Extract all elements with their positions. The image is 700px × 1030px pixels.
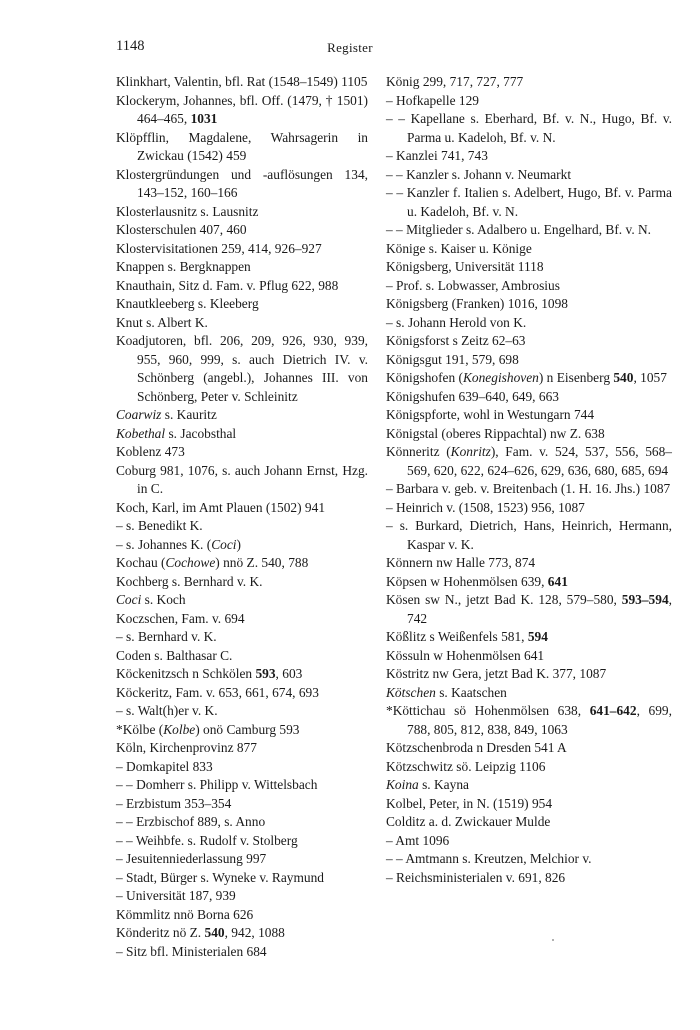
index-entry [116, 721, 368, 740]
entry-text: Klostergründungen und -auflösungen 134, 143–152, 160–166 [116, 166, 368, 200]
index-entry [116, 166, 368, 203]
index-entry [116, 684, 368, 703]
entry-text: Kochberg s. Bernhard v. K. [116, 573, 263, 589]
italic-variant-name: Coarwiz [116, 407, 162, 422]
entry-text: Königsberg, Universität 1118 [386, 259, 544, 274]
index-entry [386, 869, 672, 888]
entry-text: – Domkapitel 833 [116, 758, 213, 774]
entry-text: Coden s. Balthasar C. [116, 647, 233, 663]
index-entry [386, 702, 672, 739]
entry-text: – – Kanzler f. Italien s. Adelbert, Hugo, Bf. v. Parma u. Kadeloh, Bf. v. N. [386, 185, 672, 219]
entry-text: Köckenitzsch n Schkölen [116, 666, 256, 681]
index-entry [116, 573, 368, 592]
entry-text: , 1057 [633, 370, 667, 385]
bold-page-ref: 1031 [190, 111, 218, 126]
index-entry [116, 628, 368, 647]
entry-text: s. Koch [141, 592, 186, 607]
entry-text: Klostervisitationen 259, 414, 926–927 [116, 240, 322, 256]
italic-variant-name: Coci [211, 536, 237, 552]
italic-variant-name: Koina [386, 777, 419, 792]
index-entry [386, 147, 672, 166]
left-column [116, 73, 368, 961]
index-entry [116, 758, 368, 777]
entry-text: – Sitz bfl. Ministerialen 684 [116, 943, 267, 959]
entry-text: Colditz a. d. Zwickauer Mulde [386, 814, 551, 829]
index-entry [386, 332, 672, 351]
entry-text: Klöpfflin, Magdalene, Wahrsagerin in Zwickau (1542) 459 [116, 129, 368, 163]
italic-variant-name: Konegishoven [462, 370, 539, 385]
entry-text: Koadjutoren, bfl. 206, 209, 926, 930, 939, 955, 960, 999, s. auch Dietrich IV. v. Schönberg (angebl.), Johannes III. von Schönberg, Peter v. Schleinitz [116, 333, 368, 404]
bold-page-ref: 593–594 [621, 592, 669, 607]
entry-text: – – Mitglieder s. Adalbero u. Engelhard, Bf. v. N. [386, 222, 652, 237]
running-head: Register [327, 40, 373, 55]
index-entry [116, 425, 368, 444]
index-entry [386, 240, 672, 259]
index-entry [116, 591, 368, 610]
entry-text: – Amt 1096 [386, 832, 450, 848]
index-entry [116, 332, 368, 406]
index-entry [386, 369, 672, 388]
entry-text: ), Fam. v. 524, 537, 556, 568–569, 620, 622, 624–626, 629, 636, 680, 685, 694 [407, 444, 672, 478]
entry-text: – s. Bernhard v. K. [116, 629, 217, 644]
entry-text: *Köttichau sö Hohenmölsen 638, [386, 703, 590, 718]
index-entry [386, 628, 672, 647]
entry-text: Königsberg (Franken) 1016, 1098 [386, 296, 568, 311]
index-entry [386, 554, 672, 573]
index-entry [386, 92, 672, 111]
index-entry [116, 314, 368, 333]
entry-text: Koczschen, Fam. v. 694 [116, 610, 245, 626]
index-entry [116, 665, 368, 684]
entry-text: Kötzschwitz sö. Leipzig 1106 [386, 758, 546, 774]
entry-text: Köckeritz, Fam. v. 653, 661, 674, 693 [116, 684, 319, 700]
italic-variant-name: Konritz [450, 444, 491, 459]
index-entry [116, 443, 368, 462]
index-entry [386, 739, 672, 758]
entry-text: Coburg 981, 1076, s. auch Johann Ernst, Hzg. in C. [116, 462, 368, 496]
entry-text: – s. Benedikt K. [116, 518, 203, 533]
entry-text: Kösen sw N., jetzt Bad K. 128, 579–580, [386, 592, 622, 607]
entry-text: – s. Johannes K. ( [116, 536, 212, 552]
index-entry [116, 203, 368, 222]
index-entry [116, 610, 368, 629]
entry-text: – – Weihbfe. s. Rudolf v. Stolberg [116, 832, 298, 848]
speck-mark [552, 939, 554, 941]
entry-text: , 942, 1088 [224, 925, 285, 940]
index-entry [386, 795, 672, 814]
index-entry [116, 924, 368, 943]
italic-variant-name: Kolbe [163, 721, 196, 737]
entry-text: ) n Eisenberg [538, 370, 614, 385]
index-entry [116, 702, 368, 721]
entry-text: Kochau ( [116, 555, 166, 570]
entry-text: Köstritz nw Gera, jetzt Bad K. 377, 1087 [386, 666, 607, 681]
entry-text: – s. Burkard, Dietrich, Hans, Heinrich, Hermann, Kaspar v. K. [386, 518, 672, 552]
entry-text: – Reichsministerialen v. 691, 826 [386, 869, 566, 885]
index-entry [386, 295, 672, 314]
index-entry [386, 184, 672, 221]
index-entry [386, 406, 672, 425]
entry-text: – Hofkapelle 129 [386, 92, 479, 108]
index-entry [116, 462, 368, 499]
entry-text: Koch, Karl, im Amt Plauen (1502) 941 [116, 499, 326, 515]
italic-variant-name: Coci [116, 592, 142, 607]
entry-text: – s. Walt(h)er v. K. [116, 703, 218, 718]
entry-text: Kössuln w Hohenmölsen 641 [386, 647, 545, 663]
entry-text: – – Erzbischof 889, s. Anno [116, 814, 266, 829]
entry-text: Knappen s. Bergknappen [116, 259, 251, 274]
entry-text: – Stadt, Bürger s. Wyneke v. Raymund [116, 869, 324, 885]
page-header [0, 38, 700, 58]
index-entry [116, 850, 368, 869]
entry-text: s. Jacobsthal [165, 425, 237, 441]
index-entry [116, 943, 368, 962]
right-column [386, 73, 672, 887]
index-entry [116, 906, 368, 925]
index-entry [386, 314, 672, 333]
page-number: 1148 [116, 38, 145, 54]
index-entry [116, 406, 368, 425]
index-entry [386, 277, 672, 296]
entry-text: s. Kauritz [161, 407, 217, 422]
entry-text: , 603 [275, 666, 303, 681]
entry-text: Köpsen w Hohenmölsen 639, [386, 573, 548, 589]
entry-text: – – Kapellane s. Eberhard, Bf. v. N., Hugo, Bf. v. Parma u. Kadeloh, Bf. v. N. [386, 111, 672, 145]
index-entry [116, 258, 368, 277]
italic-variant-name: Kobethal [116, 425, 166, 441]
entry-text: , 742 [407, 592, 672, 626]
bold-page-ref: 641 [547, 573, 568, 589]
entry-text: Könnern nw Halle 773, 874 [386, 555, 536, 570]
index-entry [116, 240, 368, 259]
index-entry [386, 591, 672, 628]
index-entry [116, 739, 368, 758]
entry-text: ) nnö Z. 540, 788 [215, 555, 309, 570]
index-entry [386, 684, 672, 703]
bold-page-ref: 641–642 [589, 703, 637, 718]
bold-page-ref: 540 [613, 370, 634, 385]
entry-text: – – Kanzler s. Johann v. Neumarkt [386, 166, 572, 182]
italic-variant-name: Kötschen [386, 684, 436, 700]
entry-text: – Barbara v. geb. v. Breitenbach (1. H. 16. Jhs.) 1087 [386, 481, 671, 496]
index-entry [386, 813, 672, 832]
bold-page-ref: 540 [204, 925, 225, 940]
index-entry [386, 73, 672, 92]
entry-text: Kömmlitz nnö Borna 626 [116, 906, 254, 922]
entry-text: s. Kaatschen [435, 684, 507, 700]
entry-text: Knautkleeberg s. Kleeberg [116, 296, 259, 311]
entry-text: Klosterlausnitz s. Lausnitz [116, 203, 259, 219]
index-entry [386, 573, 672, 592]
entry-text: – s. Johann Herold von K. [386, 314, 527, 330]
index-entry [116, 832, 368, 851]
index-entry [116, 517, 368, 536]
italic-variant-name: Cochowe [165, 555, 216, 570]
index-entry [386, 517, 672, 554]
index-entry [116, 295, 368, 314]
entry-text: Königshofen ( [386, 370, 463, 385]
entry-text: König 299, 717, 727, 777 [386, 74, 524, 89]
index-entry [116, 73, 368, 92]
entry-text: Koblenz 473 [116, 444, 185, 459]
index-entry [386, 425, 672, 444]
index-entry [116, 795, 368, 814]
entry-text: *Kölbe ( [116, 721, 164, 737]
index-entry [386, 499, 672, 518]
index-entry [386, 647, 672, 666]
entry-text: s. Kayna [418, 777, 469, 792]
index-entry [386, 850, 672, 869]
index-entry [386, 480, 672, 499]
entry-text: Königsgut 191, 579, 698 [386, 351, 519, 367]
entry-text: Könderitz nö Z. [116, 925, 205, 940]
entry-text: Kolbel, Peter, in N. (1519) 954 [386, 795, 553, 811]
entry-text: ) onö Camburg 593 [195, 721, 300, 737]
index-entry [116, 92, 368, 129]
entry-text: Klockerym, Johannes, bfl. Off. (1479, † 1501) 464–465, [116, 92, 368, 126]
entry-text: – Jesuitenniederlassung 997 [116, 851, 267, 866]
index-entry [116, 869, 368, 888]
entry-text: Könneritz ( [386, 444, 451, 459]
entry-text: Kößlitz s Weißenfels 581, [386, 629, 528, 644]
index-entry [386, 776, 672, 795]
entry-text: Köln, Kirchenprovinz 877 [116, 740, 257, 755]
index-entry [386, 166, 672, 185]
entry-text: Klosterschulen 407, 460 [116, 222, 247, 237]
index-entry [386, 351, 672, 370]
entry-text: Kötzschenbroda n Dresden 541 A [386, 740, 567, 755]
index-entry [116, 776, 368, 795]
entry-text: Knauthain, Sitz d. Fam. v. Pflug 622, 988 [116, 277, 339, 293]
entry-text: Königshufen 639–640, 649, 663 [386, 388, 559, 404]
entry-text: Königsforst s Zeitz 62–63 [386, 333, 526, 348]
entry-text: – Prof. s. Lobwasser, Ambrosius [386, 277, 560, 293]
index-entry [116, 554, 368, 573]
entry-text: – Heinrich v. (1508, 1523) 956, 1087 [386, 499, 585, 515]
index-entry [116, 499, 368, 518]
entry-text: Knut s. Albert K. [116, 314, 208, 330]
index-entry [116, 277, 368, 296]
bold-page-ref: 594 [527, 629, 548, 644]
entry-text: – – Amtmann s. Kreutzen, Melchior v. [386, 851, 592, 866]
entry-text: – Kanzlei 741, 743 [386, 148, 488, 163]
index-entry [386, 221, 672, 240]
entry-text: – Universität 187, 939 [116, 888, 236, 903]
index-entry [386, 258, 672, 277]
index-entry [386, 443, 672, 480]
entry-text: , 699, 788, 805, 812, 838, 849, 1063 [407, 703, 672, 737]
index-entry [116, 221, 368, 240]
index-entry [386, 665, 672, 684]
entry-text: Klinkhart, Valentin, bfl. Rat (1548–1549) 1105 [116, 74, 368, 89]
entry-text: – – Domherr s. Philipp v. Wittelsbach [116, 777, 318, 792]
entry-text: Königspforte, wohl in Westungarn 744 [386, 407, 595, 422]
index-entry [386, 110, 672, 147]
entry-text: – Erzbistum 353–354 [116, 795, 232, 811]
index-entry [386, 388, 672, 407]
index-entry [116, 129, 368, 166]
index-entry [116, 887, 368, 906]
entry-text: Königstal (oberes Rippachtal) nw Z. 638 [386, 425, 605, 441]
entry-text: ) [236, 536, 241, 552]
index-entry [386, 832, 672, 851]
index-entry [386, 758, 672, 777]
index-entry [116, 647, 368, 666]
bold-page-ref: 593 [255, 666, 276, 681]
index-entry [116, 536, 368, 555]
entry-text: Könige s. Kaiser u. Könige [386, 240, 532, 256]
index-entry [116, 813, 368, 832]
